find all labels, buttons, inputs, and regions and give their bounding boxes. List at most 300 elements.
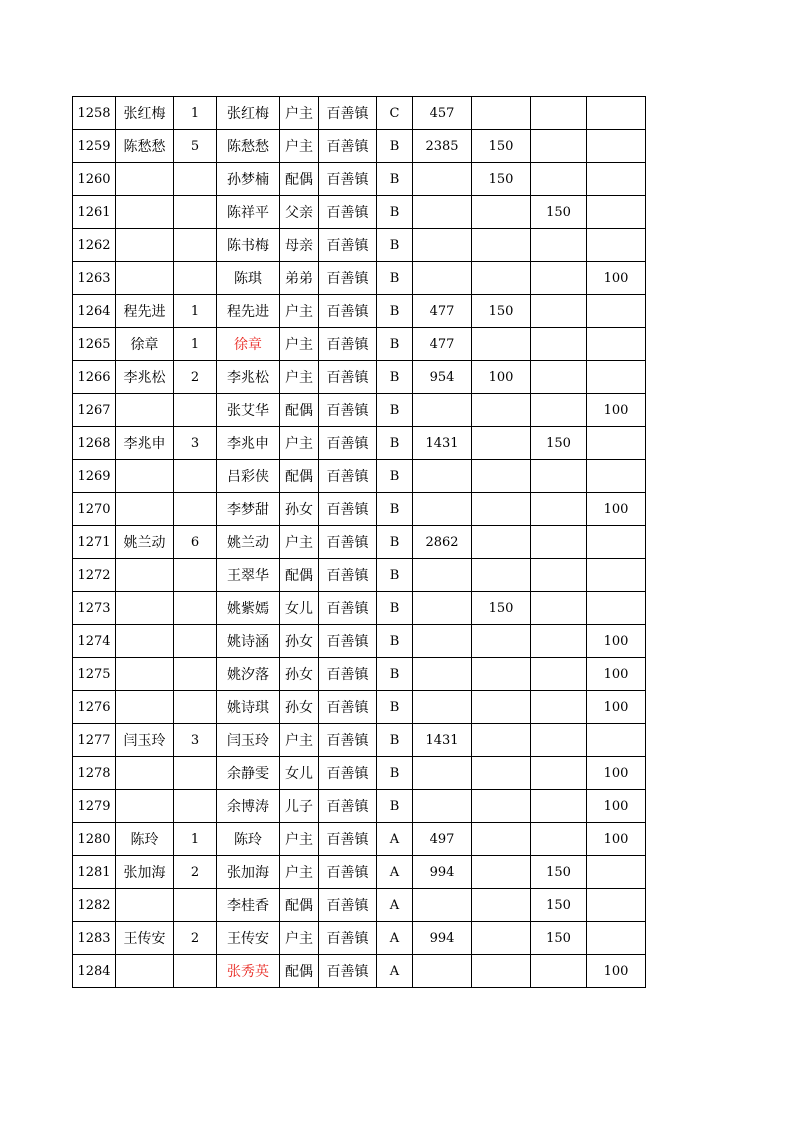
table-row <box>73 955 646 988</box>
amount-1-cell <box>413 955 472 988</box>
table-row <box>73 889 646 922</box>
row-number-cell: 1267 <box>73 394 116 427</box>
row-number-cell: 1265 <box>73 328 116 361</box>
grade-cell: B <box>377 196 413 229</box>
table-row <box>73 559 646 592</box>
town-cell: 百善镇 <box>319 757 377 790</box>
household-head-cell: 张加海 <box>116 856 174 889</box>
amount-2-cell: 150 <box>472 592 531 625</box>
amount-3-cell <box>531 724 587 757</box>
grade-cell: B <box>377 526 413 559</box>
town-cell: 百善镇 <box>319 691 377 724</box>
household-head-cell <box>116 493 174 526</box>
amount-1-cell: 477 <box>413 328 472 361</box>
row-number-cell: 1280 <box>73 823 116 856</box>
member-name-cell: 李梦甜 <box>217 493 280 526</box>
table-row <box>73 922 646 955</box>
household-size-cell <box>174 229 217 262</box>
amount-4-cell <box>587 196 646 229</box>
household-size-cell: 3 <box>174 427 217 460</box>
town-cell: 百善镇 <box>319 295 377 328</box>
relation-cell: 孙女 <box>280 691 319 724</box>
grade-cell: B <box>377 493 413 526</box>
relation-cell: 配偶 <box>280 889 319 922</box>
amount-4-cell <box>587 559 646 592</box>
amount-3-cell <box>531 229 587 262</box>
household-size-cell <box>174 493 217 526</box>
grade-cell: A <box>377 823 413 856</box>
grade-cell: A <box>377 922 413 955</box>
grade-cell: B <box>377 724 413 757</box>
member-name-cell: 陈琪 <box>217 262 280 295</box>
amount-4-cell <box>587 130 646 163</box>
household-head-cell <box>116 592 174 625</box>
grade-cell: B <box>377 163 413 196</box>
row-number-cell: 1281 <box>73 856 116 889</box>
relation-cell: 配偶 <box>280 955 319 988</box>
row-number-cell: 1262 <box>73 229 116 262</box>
household-size-cell <box>174 955 217 988</box>
household-head-cell: 闫玉玲 <box>116 724 174 757</box>
amount-4-cell <box>587 229 646 262</box>
relation-cell: 户主 <box>280 724 319 757</box>
relation-cell: 母亲 <box>280 229 319 262</box>
amount-2-cell <box>472 97 531 130</box>
relation-cell: 女儿 <box>280 592 319 625</box>
household-size-cell <box>174 196 217 229</box>
amount-3-cell: 150 <box>531 196 587 229</box>
row-number-cell: 1277 <box>73 724 116 757</box>
amount-1-cell: 1431 <box>413 427 472 460</box>
household-size-cell <box>174 889 217 922</box>
amount-4-cell: 100 <box>587 658 646 691</box>
amount-4-cell: 100 <box>587 625 646 658</box>
table-row <box>73 460 646 493</box>
household-head-cell: 李兆松 <box>116 361 174 394</box>
town-cell: 百善镇 <box>319 361 377 394</box>
town-cell: 百善镇 <box>319 955 377 988</box>
relation-cell: 配偶 <box>280 163 319 196</box>
household-size-cell <box>174 394 217 427</box>
household-head-cell <box>116 790 174 823</box>
amount-4-cell: 100 <box>587 691 646 724</box>
amount-1-cell <box>413 493 472 526</box>
town-cell: 百善镇 <box>319 526 377 559</box>
row-number-cell: 1261 <box>73 196 116 229</box>
amount-4-cell <box>587 163 646 196</box>
household-head-cell: 王传安 <box>116 922 174 955</box>
grade-cell: B <box>377 229 413 262</box>
household-size-cell: 1 <box>174 823 217 856</box>
grade-cell: B <box>377 658 413 691</box>
member-name-cell: 张加海 <box>217 856 280 889</box>
row-number-cell: 1275 <box>73 658 116 691</box>
amount-2-cell <box>472 757 531 790</box>
amount-1-cell <box>413 757 472 790</box>
amount-4-cell <box>587 889 646 922</box>
town-cell: 百善镇 <box>319 625 377 658</box>
household-size-cell <box>174 757 217 790</box>
household-size-cell <box>174 559 217 592</box>
row-number-cell: 1274 <box>73 625 116 658</box>
amount-2-cell <box>472 394 531 427</box>
relation-cell: 户主 <box>280 526 319 559</box>
amount-1-cell <box>413 625 472 658</box>
household-head-cell: 张红梅 <box>116 97 174 130</box>
relation-cell: 孙女 <box>280 625 319 658</box>
household-size-cell: 5 <box>174 130 217 163</box>
relation-cell: 配偶 <box>280 394 319 427</box>
amount-2-cell <box>472 262 531 295</box>
grade-cell: B <box>377 295 413 328</box>
table-row <box>73 790 646 823</box>
amount-1-cell: 477 <box>413 295 472 328</box>
amount-3-cell <box>531 295 587 328</box>
member-name-cell: 李桂香 <box>217 889 280 922</box>
row-number-cell: 1282 <box>73 889 116 922</box>
grade-cell: B <box>377 460 413 493</box>
household-head-cell: 李兆申 <box>116 427 174 460</box>
town-cell: 百善镇 <box>319 724 377 757</box>
town-cell: 百善镇 <box>319 262 377 295</box>
household-size-cell: 2 <box>174 361 217 394</box>
member-name-cell: 余静雯 <box>217 757 280 790</box>
town-cell: 百善镇 <box>319 559 377 592</box>
amount-2-cell <box>472 427 531 460</box>
row-number-cell: 1278 <box>73 757 116 790</box>
household-head-cell: 陈玲 <box>116 823 174 856</box>
table-row <box>73 163 646 196</box>
table-row <box>73 625 646 658</box>
relation-cell: 儿子 <box>280 790 319 823</box>
member-name-cell: 陈玲 <box>217 823 280 856</box>
amount-3-cell <box>531 823 587 856</box>
town-cell: 百善镇 <box>319 493 377 526</box>
amount-2-cell <box>472 724 531 757</box>
amount-3-cell <box>531 955 587 988</box>
grade-cell: B <box>377 757 413 790</box>
household-head-cell: 徐章 <box>116 328 174 361</box>
town-cell: 百善镇 <box>319 889 377 922</box>
grade-cell: B <box>377 427 413 460</box>
grade-cell: B <box>377 790 413 823</box>
household-head-cell: 陈愁愁 <box>116 130 174 163</box>
member-name-cell: 李兆松 <box>217 361 280 394</box>
amount-1-cell: 2385 <box>413 130 472 163</box>
roster-table <box>72 96 646 988</box>
amount-1-cell: 2862 <box>413 526 472 559</box>
row-number-cell: 1260 <box>73 163 116 196</box>
town-cell: 百善镇 <box>319 922 377 955</box>
row-number-cell: 1268 <box>73 427 116 460</box>
amount-3-cell <box>531 97 587 130</box>
relation-cell: 父亲 <box>280 196 319 229</box>
amount-4-cell <box>587 427 646 460</box>
table-row <box>73 328 646 361</box>
grade-cell: B <box>377 691 413 724</box>
member-name-cell: 张艾华 <box>217 394 280 427</box>
amount-3-cell <box>531 394 587 427</box>
amount-2-cell <box>472 229 531 262</box>
amount-3-cell <box>531 592 587 625</box>
relation-cell: 户主 <box>280 97 319 130</box>
amount-3-cell <box>531 526 587 559</box>
row-number-cell: 1272 <box>73 559 116 592</box>
relation-cell: 户主 <box>280 130 319 163</box>
row-number-cell: 1263 <box>73 262 116 295</box>
amount-1-cell <box>413 559 472 592</box>
member-name-cell: 徐章 <box>217 328 280 361</box>
amount-2-cell: 100 <box>472 361 531 394</box>
town-cell: 百善镇 <box>319 196 377 229</box>
amount-4-cell <box>587 592 646 625</box>
amount-2-cell <box>472 823 531 856</box>
household-head-cell <box>116 625 174 658</box>
grade-cell: B <box>377 592 413 625</box>
amount-2-cell <box>472 955 531 988</box>
amount-3-cell <box>531 658 587 691</box>
amount-2-cell <box>472 493 531 526</box>
member-name-cell: 王翠华 <box>217 559 280 592</box>
table-row <box>73 262 646 295</box>
relation-cell: 弟弟 <box>280 262 319 295</box>
table-row <box>73 493 646 526</box>
grade-cell: B <box>377 559 413 592</box>
household-head-cell <box>116 196 174 229</box>
grade-cell: A <box>377 955 413 988</box>
household-size-cell <box>174 262 217 295</box>
member-name-cell: 陈愁愁 <box>217 130 280 163</box>
amount-4-cell <box>587 460 646 493</box>
household-size-cell: 2 <box>174 856 217 889</box>
household-head-cell <box>116 262 174 295</box>
table-row <box>73 526 646 559</box>
household-size-cell <box>174 790 217 823</box>
table-row <box>73 724 646 757</box>
member-name-cell: 王传安 <box>217 922 280 955</box>
amount-1-cell <box>413 262 472 295</box>
relation-cell: 户主 <box>280 295 319 328</box>
row-number-cell: 1258 <box>73 97 116 130</box>
member-name-cell: 陈书梅 <box>217 229 280 262</box>
grade-cell: B <box>377 394 413 427</box>
grade-cell: C <box>377 97 413 130</box>
amount-3-cell <box>531 163 587 196</box>
amount-1-cell <box>413 460 472 493</box>
household-size-cell: 1 <box>174 295 217 328</box>
amount-4-cell: 100 <box>587 823 646 856</box>
amount-2-cell <box>472 328 531 361</box>
household-head-cell: 姚兰动 <box>116 526 174 559</box>
town-cell: 百善镇 <box>319 229 377 262</box>
member-name-cell: 姚诗琪 <box>217 691 280 724</box>
relation-cell: 户主 <box>280 328 319 361</box>
grade-cell: B <box>377 361 413 394</box>
member-name-cell: 孙梦楠 <box>217 163 280 196</box>
town-cell: 百善镇 <box>319 328 377 361</box>
household-head-cell <box>116 394 174 427</box>
table-row <box>73 592 646 625</box>
amount-1-cell <box>413 592 472 625</box>
table-row <box>73 361 646 394</box>
member-name-cell: 姚汐落 <box>217 658 280 691</box>
amount-3-cell: 150 <box>531 922 587 955</box>
row-number-cell: 1271 <box>73 526 116 559</box>
table-row <box>73 97 646 130</box>
household-head-cell <box>116 955 174 988</box>
town-cell: 百善镇 <box>319 163 377 196</box>
amount-2-cell: 150 <box>472 295 531 328</box>
amount-2-cell: 150 <box>472 130 531 163</box>
amount-2-cell <box>472 856 531 889</box>
member-name-cell: 吕彩侠 <box>217 460 280 493</box>
household-head-cell <box>116 889 174 922</box>
amount-4-cell: 100 <box>587 262 646 295</box>
town-cell: 百善镇 <box>319 97 377 130</box>
amount-1-cell: 954 <box>413 361 472 394</box>
amount-4-cell: 100 <box>587 955 646 988</box>
amount-3-cell: 150 <box>531 856 587 889</box>
amount-1-cell <box>413 394 472 427</box>
table-row <box>73 757 646 790</box>
town-cell: 百善镇 <box>319 823 377 856</box>
town-cell: 百善镇 <box>319 394 377 427</box>
amount-1-cell: 994 <box>413 922 472 955</box>
household-head-cell <box>116 658 174 691</box>
member-name-cell: 李兆申 <box>217 427 280 460</box>
grade-cell: B <box>377 262 413 295</box>
amount-3-cell: 150 <box>531 889 587 922</box>
table-row <box>73 196 646 229</box>
household-size-cell <box>174 691 217 724</box>
relation-cell: 户主 <box>280 823 319 856</box>
household-size-cell: 1 <box>174 97 217 130</box>
amount-4-cell <box>587 97 646 130</box>
amount-4-cell <box>587 724 646 757</box>
amount-3-cell <box>531 361 587 394</box>
amount-4-cell: 100 <box>587 757 646 790</box>
household-head-cell <box>116 163 174 196</box>
member-name-cell: 余博涛 <box>217 790 280 823</box>
amount-2-cell <box>472 196 531 229</box>
amount-4-cell <box>587 328 646 361</box>
town-cell: 百善镇 <box>319 856 377 889</box>
amount-2-cell <box>472 889 531 922</box>
amount-1-cell: 994 <box>413 856 472 889</box>
relation-cell: 户主 <box>280 361 319 394</box>
row-number-cell: 1276 <box>73 691 116 724</box>
amount-1-cell: 457 <box>413 97 472 130</box>
household-size-cell <box>174 625 217 658</box>
town-cell: 百善镇 <box>319 130 377 163</box>
town-cell: 百善镇 <box>319 592 377 625</box>
grade-cell: A <box>377 856 413 889</box>
amount-2-cell <box>472 691 531 724</box>
amount-2-cell <box>472 526 531 559</box>
household-size-cell: 3 <box>174 724 217 757</box>
amount-3-cell <box>531 460 587 493</box>
roster-sheet <box>72 96 646 988</box>
amount-1-cell <box>413 691 472 724</box>
amount-3-cell <box>531 790 587 823</box>
table-row <box>73 394 646 427</box>
member-name-cell: 姚兰动 <box>217 526 280 559</box>
relation-cell: 孙女 <box>280 658 319 691</box>
row-number-cell: 1264 <box>73 295 116 328</box>
town-cell: 百善镇 <box>319 460 377 493</box>
member-name-cell: 陈祥平 <box>217 196 280 229</box>
amount-4-cell: 100 <box>587 394 646 427</box>
grade-cell: B <box>377 328 413 361</box>
amount-1-cell <box>413 229 472 262</box>
relation-cell: 户主 <box>280 922 319 955</box>
relation-cell: 女儿 <box>280 757 319 790</box>
row-number-cell: 1266 <box>73 361 116 394</box>
amount-3-cell <box>531 757 587 790</box>
amount-2-cell <box>472 658 531 691</box>
amount-3-cell <box>531 559 587 592</box>
amount-1-cell <box>413 163 472 196</box>
relation-cell: 配偶 <box>280 559 319 592</box>
amount-2-cell: 150 <box>472 163 531 196</box>
amount-4-cell <box>587 922 646 955</box>
table-row <box>73 295 646 328</box>
member-name-cell: 闫玉玲 <box>217 724 280 757</box>
table-body <box>73 97 646 988</box>
amount-3-cell <box>531 691 587 724</box>
row-number-cell: 1273 <box>73 592 116 625</box>
grade-cell: A <box>377 889 413 922</box>
amount-1-cell <box>413 658 472 691</box>
household-size-cell: 1 <box>174 328 217 361</box>
row-number-cell: 1259 <box>73 130 116 163</box>
town-cell: 百善镇 <box>319 658 377 691</box>
member-name-cell: 姚紫嫣 <box>217 592 280 625</box>
household-head-cell: 程先进 <box>116 295 174 328</box>
table-row <box>73 427 646 460</box>
table-row <box>73 691 646 724</box>
amount-2-cell <box>472 460 531 493</box>
table-row <box>73 130 646 163</box>
grade-cell: B <box>377 130 413 163</box>
household-head-cell <box>116 757 174 790</box>
amount-4-cell: 100 <box>587 493 646 526</box>
household-size-cell <box>174 658 217 691</box>
amount-1-cell <box>413 790 472 823</box>
amount-1-cell <box>413 196 472 229</box>
row-number-cell: 1269 <box>73 460 116 493</box>
household-head-cell <box>116 460 174 493</box>
amount-4-cell: 100 <box>587 790 646 823</box>
relation-cell: 户主 <box>280 856 319 889</box>
household-size-cell: 6 <box>174 526 217 559</box>
member-name-cell: 程先进 <box>217 295 280 328</box>
household-size-cell: 2 <box>174 922 217 955</box>
household-size-cell <box>174 592 217 625</box>
household-size-cell <box>174 163 217 196</box>
amount-3-cell <box>531 493 587 526</box>
row-number-cell: 1284 <box>73 955 116 988</box>
town-cell: 百善镇 <box>319 427 377 460</box>
table-row <box>73 823 646 856</box>
amount-2-cell <box>472 790 531 823</box>
amount-4-cell <box>587 295 646 328</box>
amount-1-cell <box>413 889 472 922</box>
amount-2-cell <box>472 559 531 592</box>
amount-2-cell <box>472 922 531 955</box>
amount-3-cell <box>531 262 587 295</box>
grade-cell: B <box>377 625 413 658</box>
